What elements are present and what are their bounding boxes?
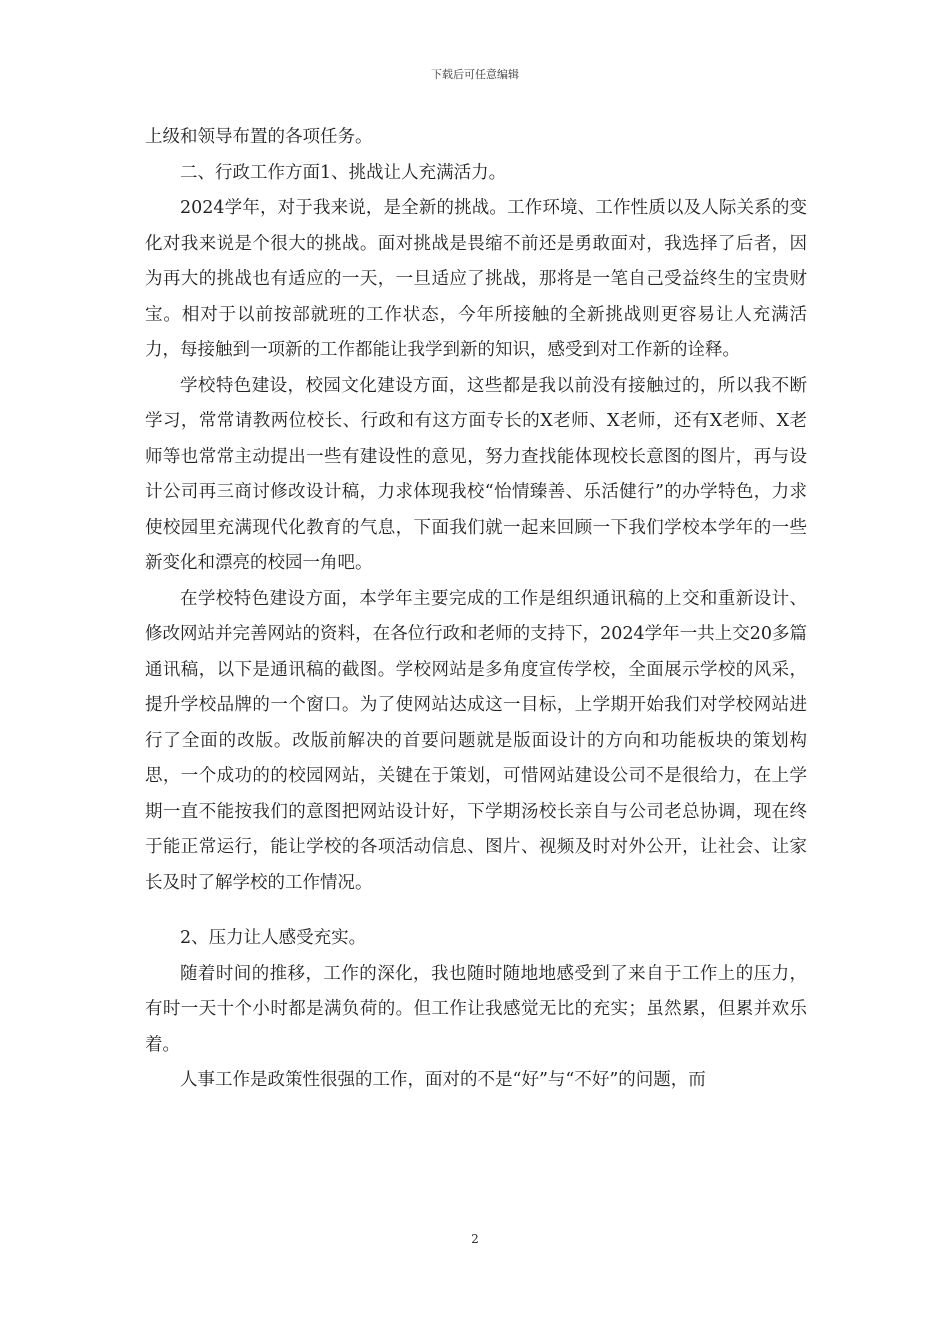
section-heading: 二、行政工作方面1、挑战让人充满活力。 [180,162,507,183]
paragraph: 人事工作是政策性很强的工作，面对的不是“好”与“不好”的问题，而 [180,1070,706,1090]
paragraph-gap [145,901,807,921]
document-body [145,120,807,1099]
section-heading: 2、压力让人感受充实。 [180,928,367,948]
paragraph: 随着时间的推移，工作的深化，我也随时随地地感受到了来自于工作上的压力，有时一天十个小时都是满负荷的。但工作让我感觉无比的充实；虽然累，但累并欢乐着。 [145,963,807,1055]
paragraph: 在学校特色建设方面，本学年主要完成的工作是组织通讯稿的上交和重新设计、修改网站并完善网站的资料，在各位行政和老师的支持下，2024学年一共上交20多篇通讯稿，以下是通讯稿的截图。学校网站是多角度宣传学校，全面展示学校的风采，提升学校品牌的一个窗口。为了使网站达成这一目标，上学期开始我们对学校网站进行了全面的改版。改版前解决的首要问题就是版面设计的方向和功能板块的策划构思，一个成功的的校园网站，关键在于策划，可惜网站建设公司不是很给力，在上学期一直不能按我们的意图把网站设计好，下学期汤校长亲自与公司老总协调，现在终于能正常运行，能让学校的各项活动信息、图片、视频及时对外公开，让社会、让家长及时了解学校的工作情况。 [145,588,807,893]
page-header: 下载后可任意编辑 [431,68,519,81]
paragraph: 学校特色建设，校园文化建设方面，这些都是我以前没有接触过的，所以我不断学习，常常请教两位校长、行政和有这方面专长的X老师、X老师，还有X老师、X老师等也常常主动提出一些有建设性的意见，努力查找能体现校长意图的图片，再与设计公司再三商讨修改设计稿，力求体现我校“怡情臻善、乐活健行”的办学特色，力求使校园里充满现代化教育的气息，下面我们就一起来回顾一下我们学校本学年的一些新变化和漂亮的校园一角吧。 [145,375,807,573]
paragraph: 上级和领导布置的各项任务。 [145,127,373,147]
paragraph: 2024学年，对于我来说，是全新的挑战。工作环境、工作性质以及人际关系的变化对我来说是个很大的挑战。面对挑战是畏缩不前还是勇敢面对，我选择了后者，因为再大的挑战也有适应的一天，一旦适应了挑战，那将是一笔自己受益终生的宝贵财宝。相对于以前按部就班的工作状态，今年所接触的全新挑战则更容易让人充满活力，每接触到一项新的工作都能让我学到新的知识，感受到对工作新的诠释。 [145,198,807,360]
page-number: 2 [471,1232,479,1246]
